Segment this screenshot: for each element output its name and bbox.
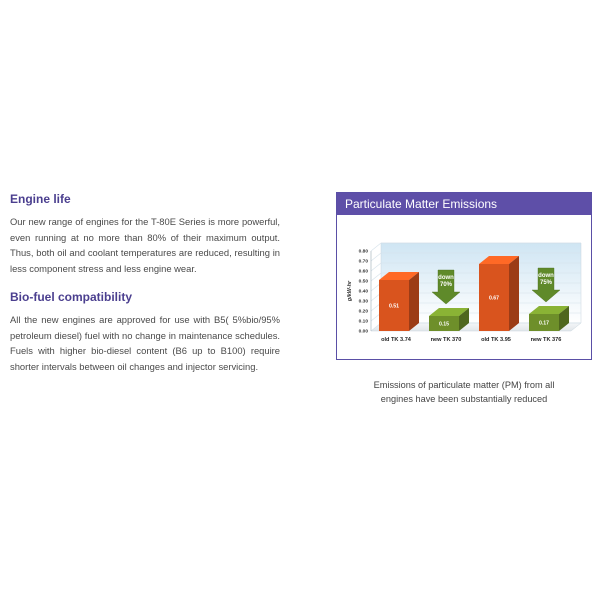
x-tick-label: old TK 3.74 bbox=[381, 337, 411, 343]
x-tick-label: new TK 370 bbox=[430, 337, 462, 343]
bar-side bbox=[409, 272, 419, 331]
bar-new-tk-376 bbox=[529, 306, 569, 343]
engine-life-text: Our new range of engines for the T-80E Series is more powerful, even running at no more than 80% of their maximum output. Thus, both oil and coolant temperatures are reduced, resulting in less component stress and less engine wear. bbox=[10, 216, 280, 274]
bar-value-label: 0.15 bbox=[438, 321, 450, 328]
emissions-chart bbox=[337, 215, 591, 359]
chart-title: Particulate Matter Emissions bbox=[337, 193, 591, 215]
bar-new-tk-370 bbox=[429, 308, 469, 343]
annotation-line-1: down bbox=[538, 273, 554, 279]
y-tick-label: 0.20 bbox=[358, 309, 368, 315]
y-tick-label: 0.80 bbox=[358, 249, 368, 255]
caption-line-1: Emissions of particulate matter (PM) from all bbox=[373, 380, 555, 390]
y-axis-label: g/kW-hr bbox=[347, 280, 353, 302]
annotation-line-2: 75% bbox=[539, 280, 553, 286]
y-tick-label: 0.10 bbox=[358, 319, 368, 325]
annotation-line-1: down bbox=[438, 275, 454, 281]
biofuel-text: All the new engines are approved for use with B5( 5%bio/95% petroleum diesel) fuel with no change in maintenance schedules. Fuels with higher bio-diesel content (B6 up to B100) require shorter intervals between oil changes and injector servicing. bbox=[10, 314, 280, 372]
x-tick-label: old TK 3.95 bbox=[481, 337, 511, 343]
y-tick-label: 0.50 bbox=[358, 279, 368, 285]
grid-diagonal bbox=[371, 263, 381, 271]
caption-line-2: engines have been substantially reduced bbox=[380, 394, 548, 404]
bar-side bbox=[509, 256, 519, 331]
biofuel-section bbox=[10, 290, 280, 374]
bar-value-label: 0.17 bbox=[538, 320, 550, 327]
bar-value-label: 0.67 bbox=[488, 295, 500, 302]
biofuel-heading: Bio-fuel compatibility bbox=[10, 290, 133, 304]
chart-caption bbox=[336, 378, 592, 406]
y-tick-label: 0.30 bbox=[358, 299, 368, 305]
y-tick-label: 0.60 bbox=[358, 269, 368, 275]
grid-diagonal bbox=[371, 253, 381, 261]
annotation-line-2: 70% bbox=[439, 282, 453, 288]
emissions-chart-panel bbox=[336, 192, 592, 360]
grid-diagonal bbox=[371, 243, 381, 251]
engine-life-section bbox=[10, 192, 280, 276]
y-tick-label: 0.00 bbox=[358, 329, 368, 335]
y-tick-label: 0.40 bbox=[358, 289, 368, 295]
engine-life-heading: Engine life bbox=[10, 192, 71, 206]
bar-old-tk-3-74 bbox=[379, 272, 419, 343]
x-tick-label: new TK 376 bbox=[530, 337, 562, 343]
bar-value-label: 0.51 bbox=[388, 303, 400, 310]
y-tick-label: 0.70 bbox=[358, 259, 368, 265]
